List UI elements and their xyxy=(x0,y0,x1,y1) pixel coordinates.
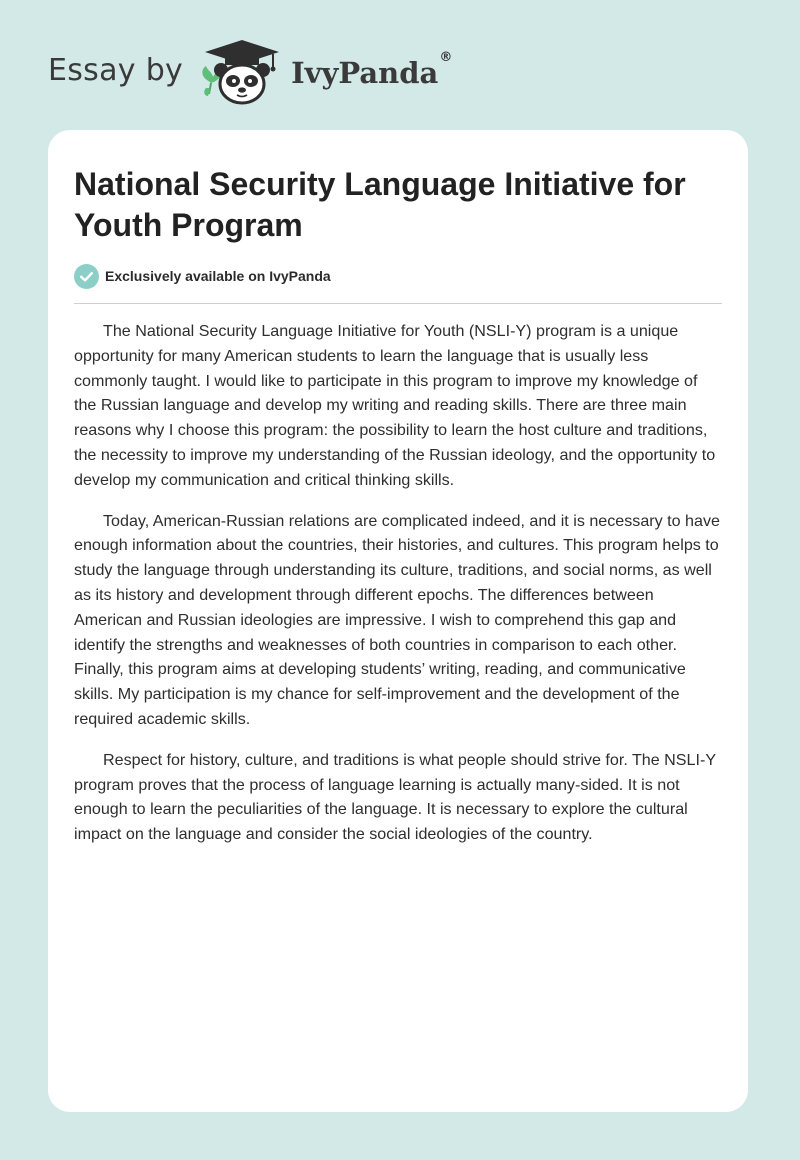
exclusive-badge xyxy=(74,263,331,289)
registered-mark: ® xyxy=(439,50,453,65)
brand-name[interactable] xyxy=(291,50,453,90)
essay-paragraph: The National Security Language Initiative for Youth (NSLI-Y) program is a unique opportunity for many American students to learn the language that is usually less commonly taught. I would like to participate in this program to improve my knowledge of the Russian language and develop my writing and reading skills. There are three main reasons why I choose this program: the possibility to learn the host culture and traditions, the necessity to improve my understanding of the Russian ideology, and the opportunity to develop my communication and critical thinking skills. xyxy=(74,322,716,489)
essay-card xyxy=(48,130,748,1112)
essay-by-label: Essay by xyxy=(48,52,184,88)
title-divider xyxy=(74,303,722,304)
essay-body xyxy=(74,319,724,863)
site-header xyxy=(48,36,452,108)
panda-graduate-logo-icon[interactable] xyxy=(197,36,287,108)
exclusive-badge-text: Exclusively available on IvyPanda xyxy=(105,268,331,284)
essay-paragraph: Respect for history, culture, and traditions is what people should strive for. The NSLI-Y program proves that the process of language learning is actually many-sided. It is not enough to learn the peculiarities of the language. It is necessary to explore the cultural impact on the language and consider the social ideologies of the country. xyxy=(74,750,716,844)
check-circle-icon xyxy=(74,264,99,289)
essay-paragraph: Today, American-Russian relations are complicated indeed, and it is necessary to have enough information about the countries, their histories, and cultures. This program helps to study the language through understanding its culture, traditions, and social norms, as well as its history and development through different epochs. The differences between American and Russian ideologies are impressive. I wish to comprehend this gap and identify the strengths and weaknesses of both countries in comparison to each other. Finally, this program aims at developing students’ writing, reading, and communicative skills. My participation is my chance for self-improvement and the development of the required academic skills. xyxy=(74,511,720,728)
brand-name-text: IvyPanda xyxy=(291,56,439,90)
essay-title: National Security Language Initiative for Youth Program xyxy=(74,166,686,243)
